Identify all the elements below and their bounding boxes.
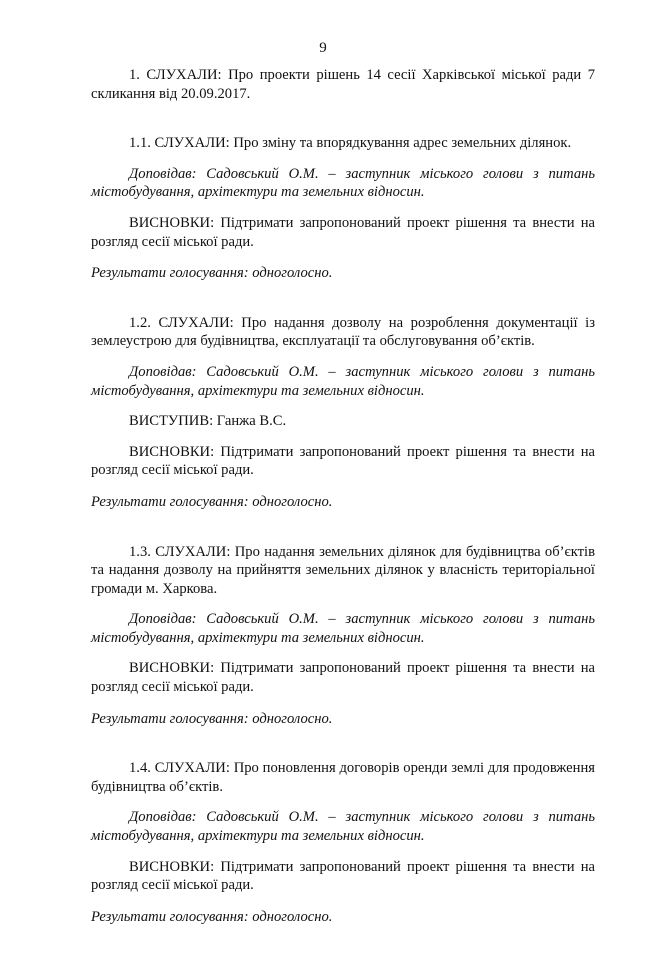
item-reporter: Доповідав: Садовський О.М. – заступник міського голови з питань містобудування, архітектури та земельних відносин.: [91, 363, 595, 399]
item-conclusion: ВИСНОВКИ: Підтримати запропонований проект рішення та внести на розгляд сесії міської ради.: [91, 214, 595, 250]
item-reporter: Доповідав: Садовський О.М. – заступник міського голови з питань містобудування, архітектури та земельних відносин.: [91, 611, 595, 646]
page-number: 9: [319, 40, 327, 56]
item-heard: 1.4. СЛУХАЛИ: Про поновлення договорів оренди землі для продовження будівництва об’єктів.: [91, 760, 595, 795]
item-vote: Результати голосування: одноголосно.: [91, 908, 333, 925]
item-reporter: Доповідав: Садовський О.М. – заступник міського голови з питань містобудування, архітектури та земельних відносин.: [91, 809, 595, 845]
item-spoke: ВИСТУПИВ: Ганжа В.С.: [129, 413, 287, 430]
minutes-body: [91, 66, 595, 957]
item-vote: Результати голосування: одноголосно.: [91, 493, 333, 510]
agenda-item-1-4: [91, 759, 595, 926]
item-vote: Результати голосування: одноголосно.: [91, 710, 333, 727]
agenda-item-1-3: [91, 543, 595, 729]
item-heard: 1.2. СЛУХАЛИ: Про надання дозволу на розроблення документації із землеустрою для будівництва, експлуатації та обслуговування об’єктів.: [91, 314, 595, 350]
item-vote: Результати голосування: одноголосно.: [91, 265, 333, 282]
item-conclusion: ВИСНОВКИ: Підтримати запропонований проект рішення та внести на розгляд сесії міської ради.: [91, 660, 595, 696]
item-conclusion: ВИСНОВКИ: Підтримати запропонований проект рішення та внести на розгляд сесії міської ради.: [91, 443, 595, 479]
section-heading: 1. СЛУХАЛИ: Про проекти рішень 14 сесії Харківської міської ради 7 скликання від 20.09.2017.: [91, 67, 595, 102]
item-conclusion: ВИСНОВКИ: Підтримати запропонований проект рішення та внести на розгляд сесії міської ради.: [91, 858, 595, 894]
item-heard: 1.1. СЛУХАЛИ: Про зміну та впорядкування адрес земельних ділянок.: [129, 135, 572, 152]
agenda-item-1-1: [91, 134, 595, 283]
item-heard: 1.3. СЛУХАЛИ: Про надання земельних ділянок для будівництва об’єктів та надання дозволу на прийняття земельних ділянок у власність територіальної громади м. Харкова.: [91, 543, 595, 597]
item-reporter: Доповідав: Садовський О.М. – заступник міського голови з питань містобудування, архітектури та земельних відносин.: [91, 165, 595, 201]
agenda-item-1-2: [91, 314, 595, 512]
